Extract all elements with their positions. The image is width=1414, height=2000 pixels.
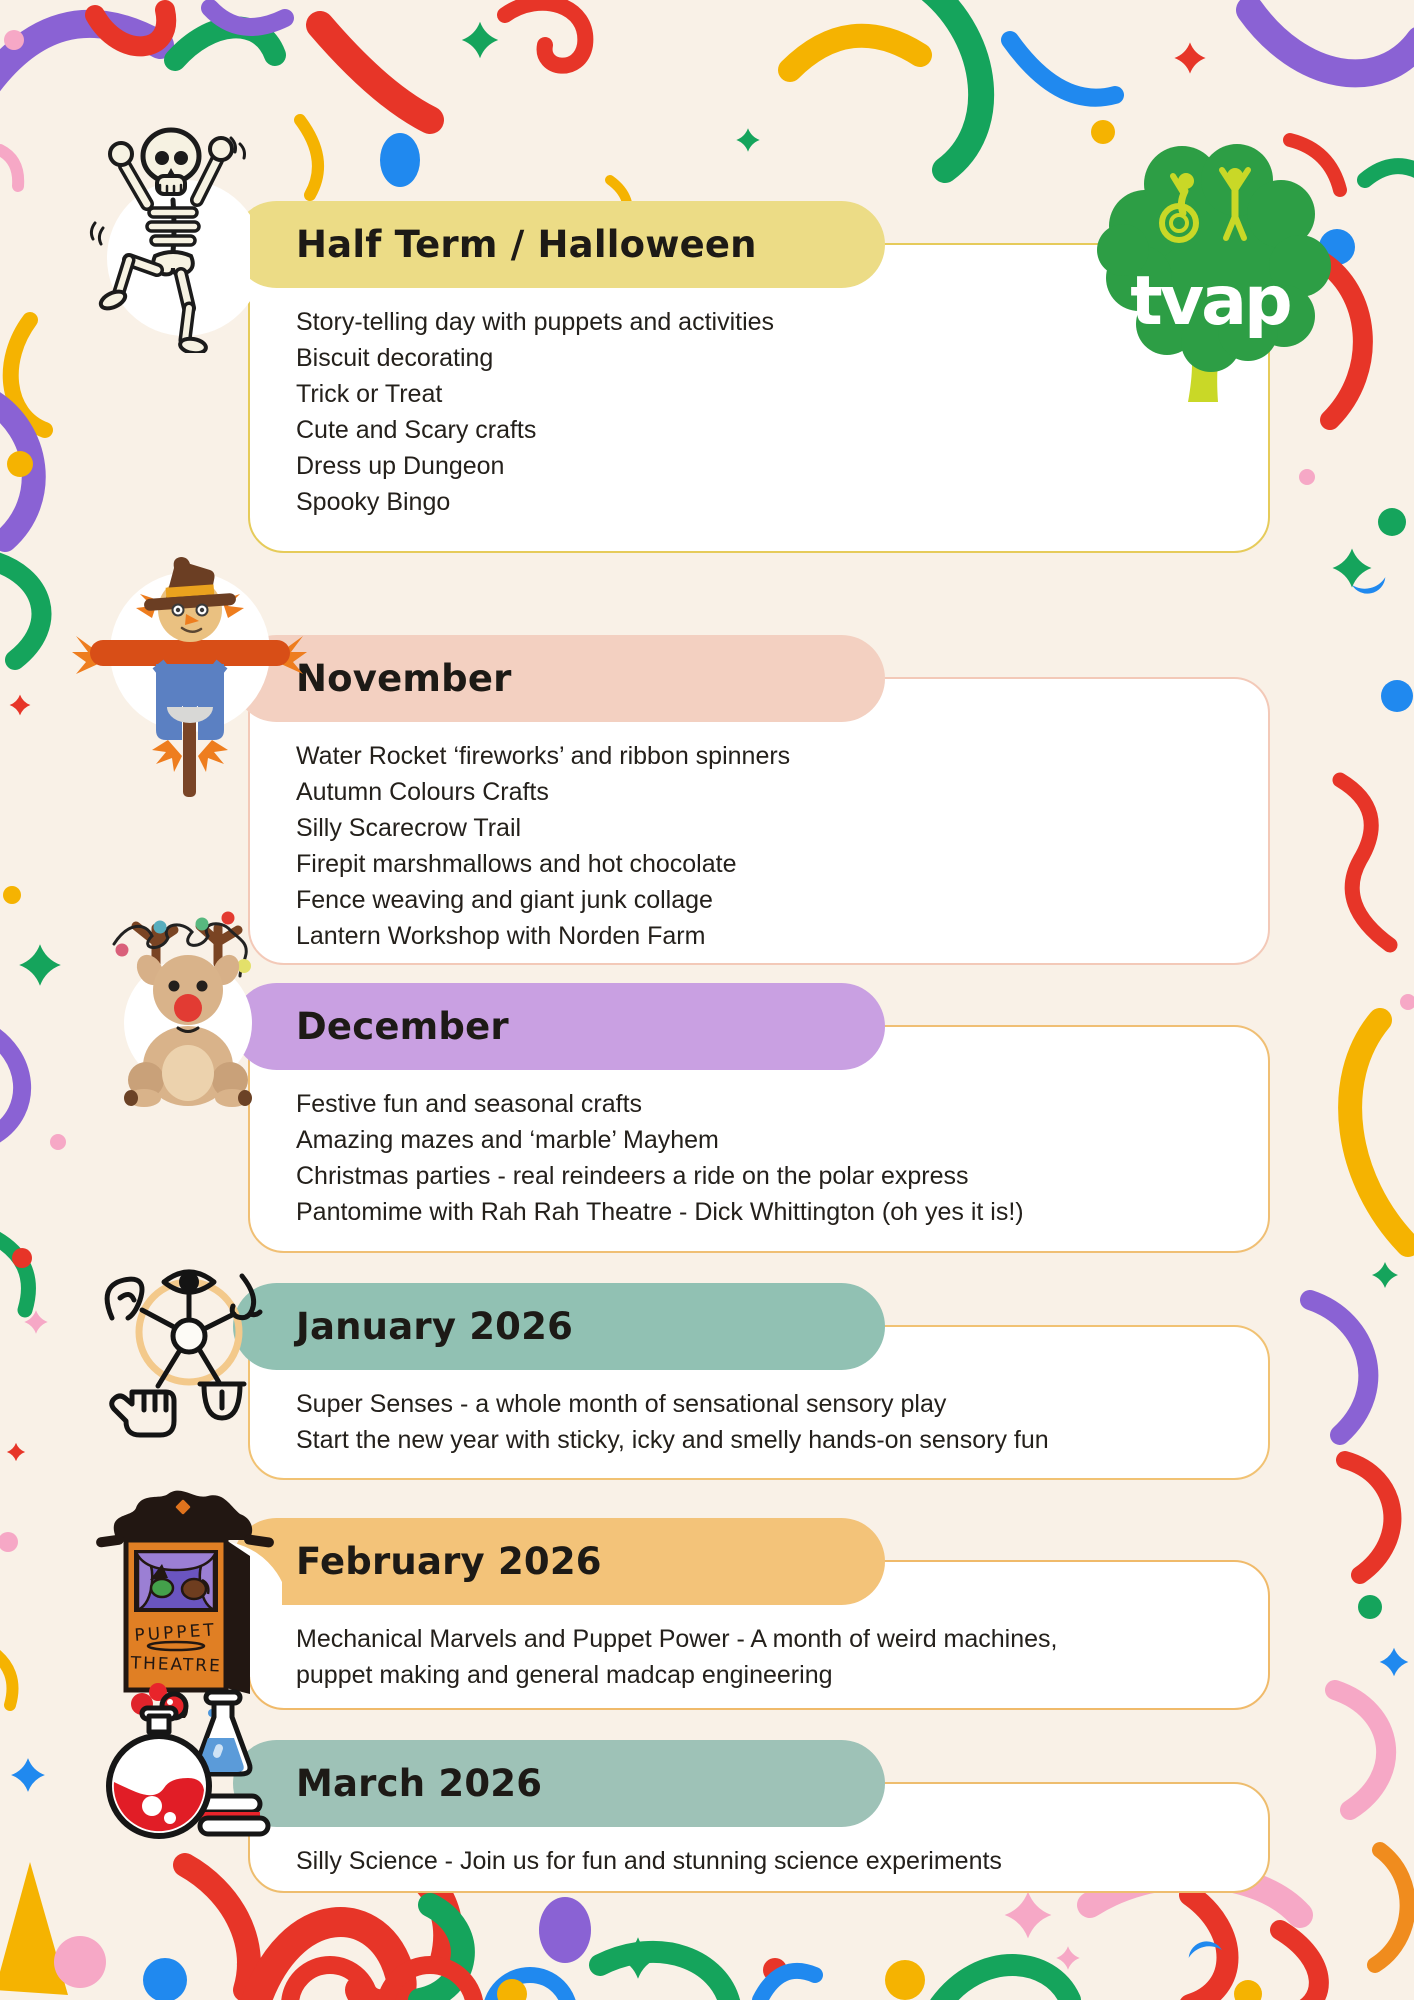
section-pill	[233, 1518, 885, 1605]
event-item: Autumn Colours Crafts	[296, 778, 549, 806]
event-item: Christmas parties - real reindeers a ride on the polar express	[296, 1162, 969, 1190]
event-item: Firepit marshmallows and hot chocolate	[296, 850, 737, 878]
event-item: Lantern Workshop with Norden Farm	[296, 922, 706, 950]
puppet-text-2: THEATRE	[130, 1653, 223, 1677]
event-item: Silly Scarecrow Trail	[296, 814, 522, 842]
section-title: Half Term / Halloween	[296, 223, 757, 266]
section-pill	[233, 1283, 885, 1370]
section-title: March 2026	[296, 1762, 543, 1805]
ear-icon	[107, 1279, 142, 1318]
event-item: Story-telling day with puppets and activities	[296, 308, 775, 336]
event-item: Pantomime with Rah Rah Theatre - Dick Whittington (oh yes it is!)	[296, 1198, 1024, 1226]
section-pill	[233, 983, 885, 1070]
section-pill	[233, 201, 885, 288]
tvap-logo-text: tvap	[1130, 262, 1290, 341]
reindeer-icon	[98, 898, 273, 1108]
science-flasks-icon	[102, 1678, 282, 1868]
section-title: February 2026	[296, 1540, 602, 1583]
section-items	[296, 1621, 1226, 1693]
tvap-logo	[1085, 126, 1335, 402]
event-item: Dress up Dungeon	[296, 452, 505, 480]
tongue-icon	[200, 1384, 244, 1418]
event-item: Super Senses - a whole month of sensational sensory play	[296, 1390, 947, 1418]
event-item: Festive fun and seasonal crafts	[296, 1090, 643, 1118]
event-item: Fence weaving and giant junk collage	[296, 886, 713, 914]
section-items	[296, 738, 1226, 954]
event-item: puppet making and general madcap engineering	[296, 1661, 833, 1689]
five-senses-icon	[92, 1252, 282, 1462]
event-item: Start the new year with sticky, icky and smelly hands-on sensory fun	[296, 1426, 1049, 1454]
scarecrow-icon	[72, 552, 307, 802]
section-items	[296, 1843, 1226, 1879]
event-item: Mechanical Marvels and Puppet Power - A month of weird machines,	[296, 1625, 1058, 1653]
event-item: Spooky Bingo	[296, 488, 451, 516]
puppet-text-1: PUPPET	[133, 1620, 218, 1646]
section-title: December	[296, 1005, 509, 1048]
event-item: Cute and Scary crafts	[296, 416, 537, 444]
section-pill	[233, 635, 885, 722]
section-title: November	[296, 657, 512, 700]
skeleton-icon	[85, 108, 250, 353]
section-items	[296, 1086, 1226, 1230]
event-item: Biscuit decorating	[296, 344, 494, 372]
event-item: Amazing mazes and ‘marble’ Mayhem	[296, 1126, 719, 1154]
event-item: Silly Science - Join us for fun and stunning science experiments	[296, 1847, 1002, 1875]
section-title: January 2026	[296, 1305, 574, 1348]
event-item: Water Rocket ‘fireworks’ and ribbon spinners	[296, 742, 791, 770]
event-item: Trick or Treat	[296, 380, 443, 408]
hand-icon	[112, 1392, 174, 1435]
section-pill	[233, 1740, 885, 1827]
section-items	[296, 1386, 1226, 1458]
